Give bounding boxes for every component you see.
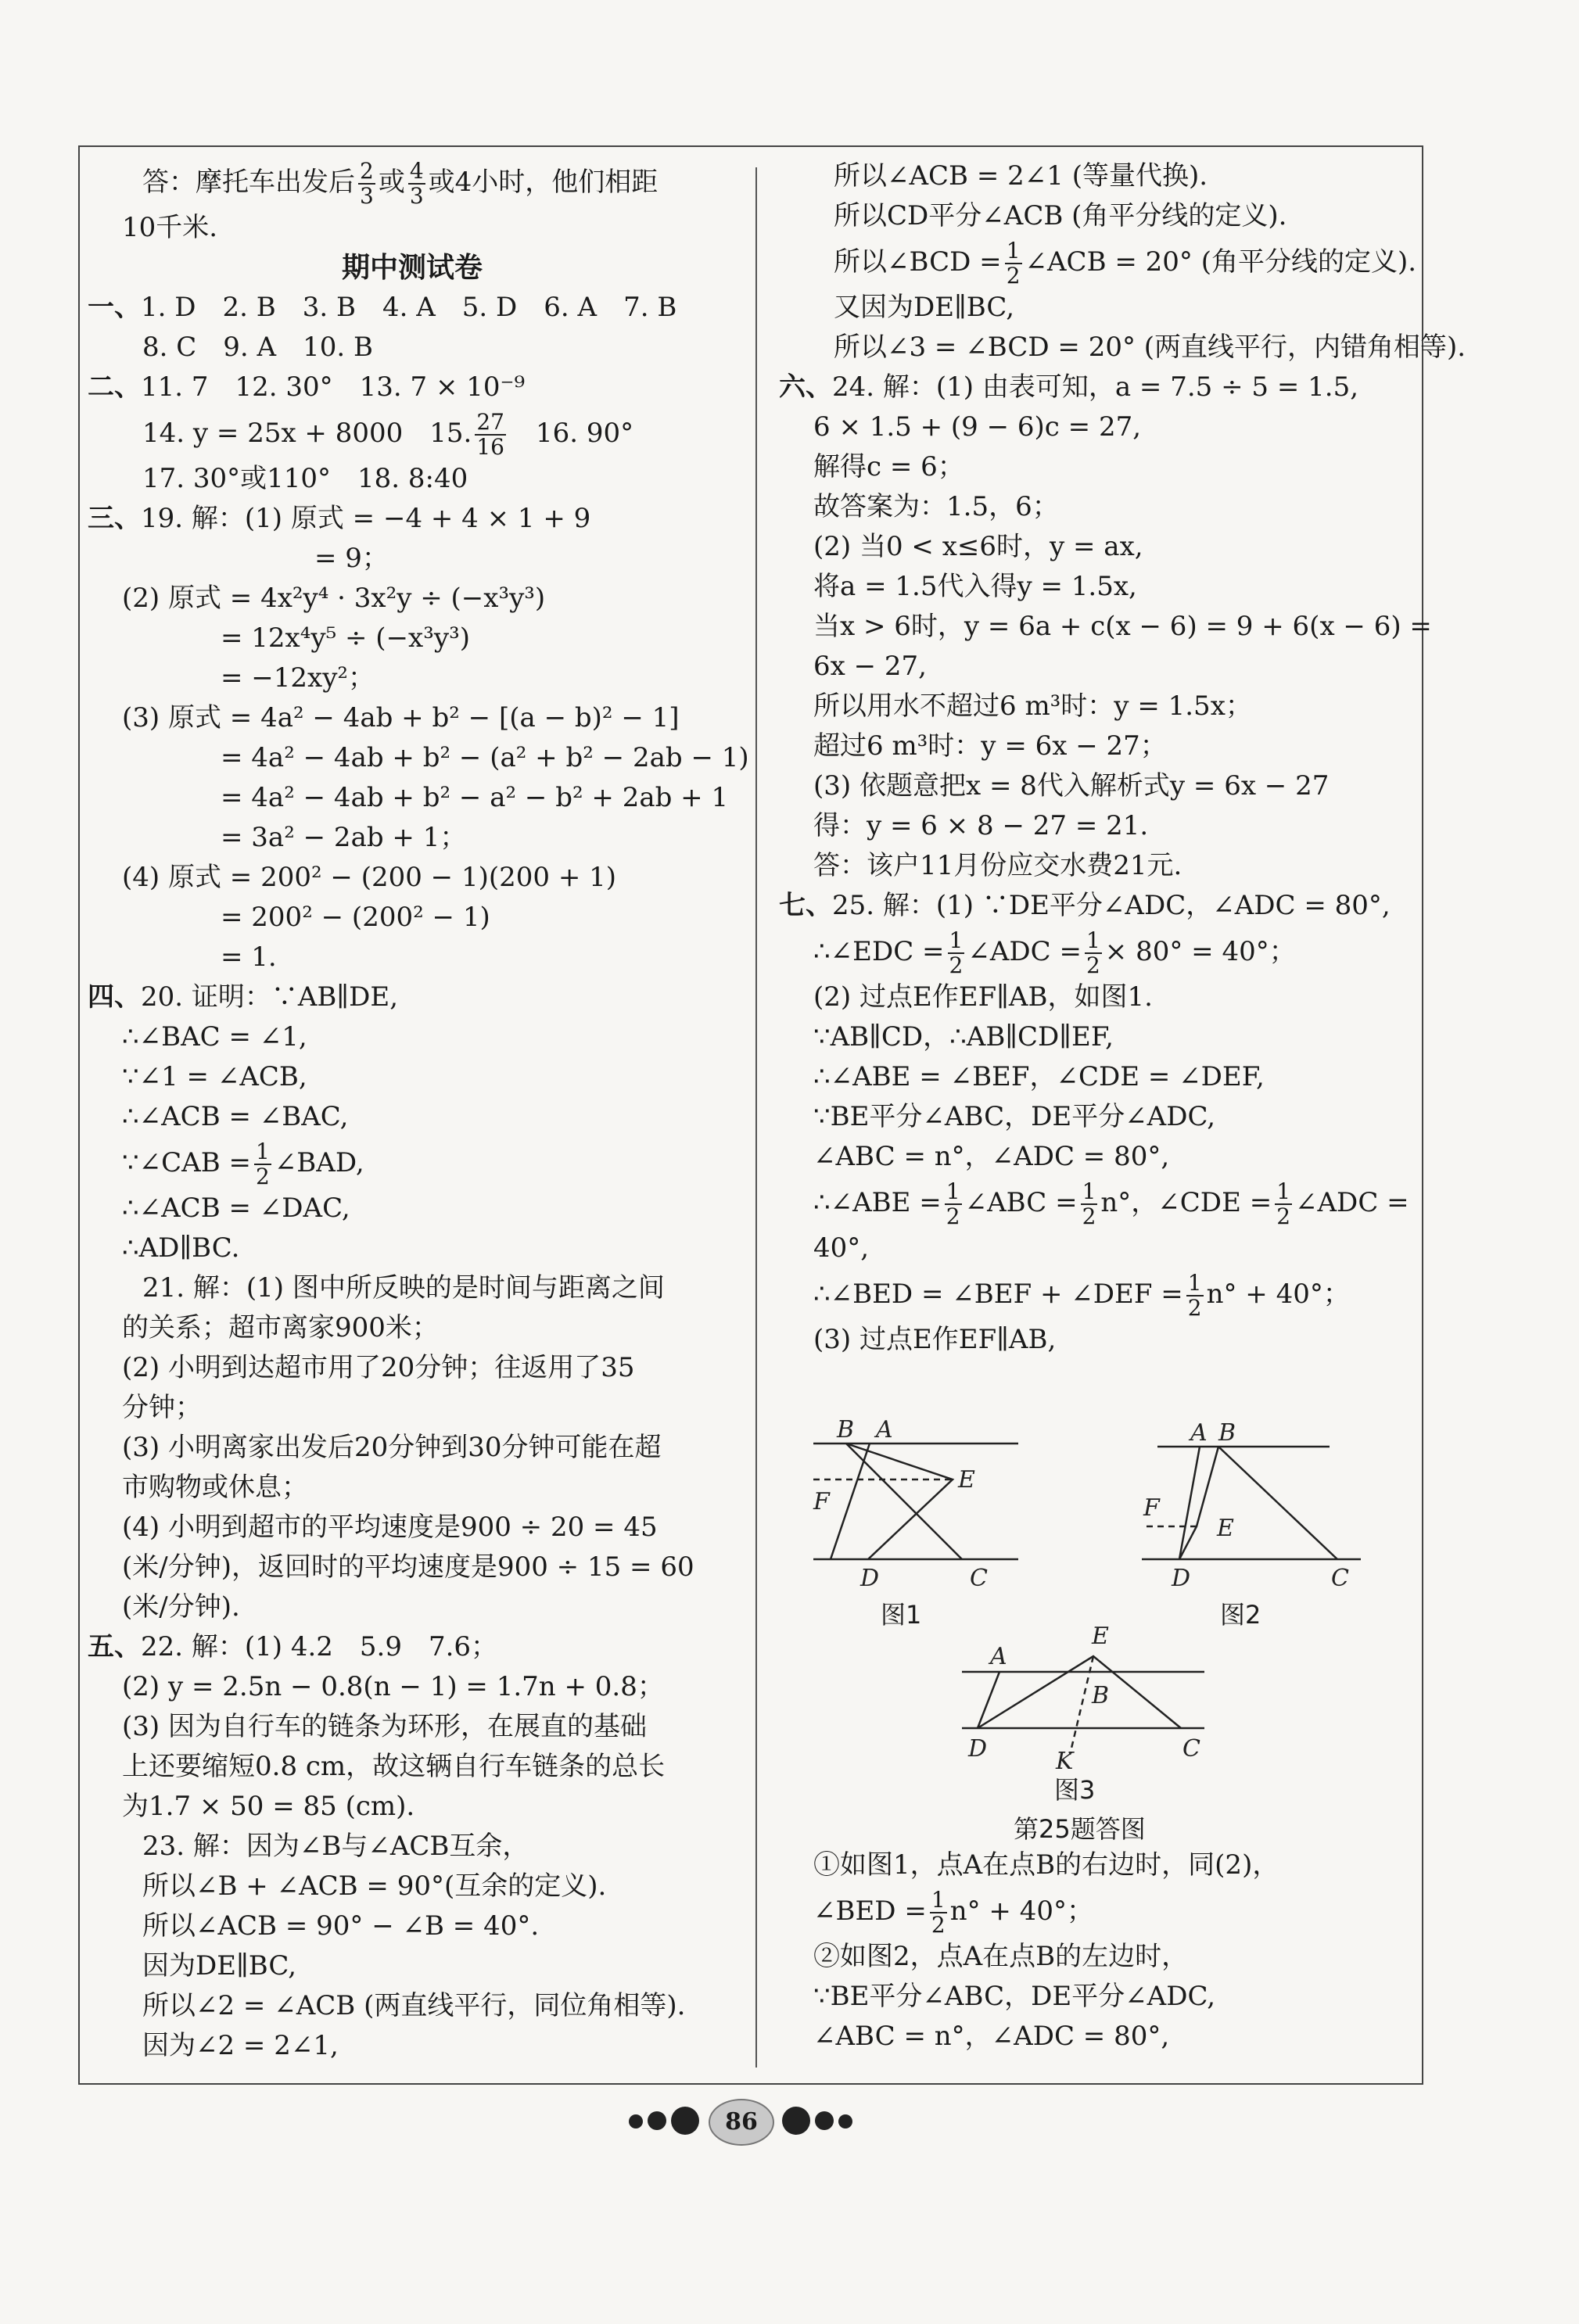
numerator: 1: [1006, 238, 1021, 264]
solution-line: 所以∠ACB = 90° − ∠B = 40°.: [142, 1910, 540, 1942]
proof-line: ∵∠1 = ∠ACB,: [122, 1061, 307, 1092]
text: ∴∠ABE =: [813, 1187, 942, 1218]
figure-2-caption: 图2: [1220, 1600, 1261, 1630]
solution-line: ②如图2，点A在点B的左边时，: [813, 1941, 1189, 1972]
label-k: K: [1056, 1748, 1074, 1772]
fill-answers: [88, 368, 737, 407]
fraction: [948, 929, 965, 977]
section-label: 六、: [779, 371, 832, 403]
solution-line: (米/分钟).: [122, 1591, 240, 1623]
label-e: E: [1217, 1515, 1234, 1542]
label-c: C: [1331, 1565, 1349, 1592]
proof-line: 所以∠3 = ∠BCD = 20° (两直线平行，内错角相等).: [834, 332, 1466, 363]
solution-line: 上还要缩短0.8 cm，故这辆自行车链条的总长: [122, 1751, 666, 1782]
solution-line: ∴∠ABE = ∠BEF，∠CDE = ∠DEF,: [813, 1061, 1265, 1092]
text: 22. 解：(1) 4.2 5.9 7.6；: [141, 1631, 498, 1662]
figure-3-caption: 图3: [1054, 1775, 1096, 1805]
column-divider: [755, 167, 757, 2068]
fraction: [1081, 1180, 1098, 1228]
solution-line: 23. 解：因为∠B与∠ACB互余，: [142, 1831, 529, 1862]
denominator: 3: [360, 183, 374, 209]
denominator: 2: [1086, 952, 1100, 978]
proof-line: 所以∠ACB = 2∠1 (等量代换).: [834, 160, 1208, 192]
text: ∵∠CAB =: [122, 1147, 251, 1178]
fraction: [945, 1180, 962, 1228]
figure-3: [946, 1616, 1228, 1772]
page-number: 86: [709, 2099, 774, 2146]
figure-2: [1126, 1412, 1376, 1600]
segment-bed: [1179, 1447, 1218, 1559]
text: 14. y = 25x + 8000 15.: [142, 418, 472, 449]
fraction: [254, 1140, 271, 1189]
figures-caption: 第25题答图: [1014, 1814, 1146, 1844]
fraction: [1005, 239, 1022, 288]
denominator: 2: [949, 952, 964, 978]
solution-line: 40°,: [813, 1232, 870, 1264]
fraction: [1275, 1180, 1292, 1228]
solution-line: = 4a² − 4ab + b² − a² − b² + 2ab + 1: [221, 782, 729, 813]
numerator: 2: [360, 158, 374, 184]
text: ∠ABC =: [964, 1187, 1078, 1218]
decor-dot: [629, 2114, 643, 2129]
solution-line: 因为∠2 = 2∠1,: [142, 2030, 339, 2061]
solution-line: ∵BE平分∠ABC，DE平分∠ADC,: [813, 1981, 1216, 2012]
solution-line: [779, 926, 1414, 977]
text: 答：摩托车出发后: [142, 167, 355, 198]
solution-line: (4) 小明到超市的平均速度是900 ÷ 20 = 45: [122, 1512, 658, 1543]
solution-line: 所以∠2 = ∠ACB (两直线平行，同位角相等).: [142, 1990, 686, 2021]
text: × 80° = 40°；: [1104, 936, 1296, 967]
solution-line: ∠ABC = n°，∠ADC = 80°,: [813, 1141, 1170, 1172]
text: 20. 证明：∵AB∥DE,: [141, 981, 399, 1013]
text: ∠BED =: [813, 1895, 927, 1927]
solution-line: (3) 原式 = 4a² − 4ab + b² − [(a − b)² − 1]: [122, 702, 680, 733]
solution-line: 所以用水不超过6 m³时：y = 1.5x；: [813, 690, 1252, 722]
solution-line: (2) 当0 < x≤6时，y = ax,: [813, 531, 1143, 562]
label-f: F: [1143, 1494, 1160, 1522]
choice-answers: 8. C 9. A 10. B: [142, 332, 373, 363]
text: n° + 40°；: [1206, 1279, 1350, 1310]
decor-dot: [671, 2107, 699, 2135]
text: 25. 解：(1) ∵DE平分∠ADC，∠ADC = 80°,: [832, 890, 1391, 921]
fraction: [1085, 929, 1102, 977]
solution-line: 解得c = 6；: [813, 451, 964, 482]
label-f: F: [813, 1488, 830, 1515]
denominator: 16: [476, 434, 504, 460]
section-label: 四、: [88, 981, 141, 1013]
label-b: B: [837, 1416, 855, 1444]
proof-line: ∴∠BAC = ∠1,: [122, 1021, 307, 1053]
solution-line: = 200² − (200² − 1): [221, 902, 490, 933]
numerator: 1: [1082, 1178, 1096, 1204]
text: 24. 解：(1) 由表可知，a = 7.5 ÷ 5 = 1.5,: [832, 371, 1359, 403]
text: 1. D 2. B 3. B 4. A 5. D 6. A 7. B: [141, 292, 677, 323]
solution-line: (3) 因为自行车的链条为环形，在展直的基础: [122, 1711, 647, 1742]
fraction: [930, 1888, 947, 1937]
solution-line: (2) 原式 = 4x²y⁴ · 3x²y ÷ (−x³y³): [122, 583, 546, 614]
label-d: D: [860, 1565, 880, 1592]
proof-line: [88, 977, 737, 1017]
solution-line: (2) 过点E作EF∥AB，如图1.: [813, 981, 1153, 1013]
solution-line: 的关系；超市离家900米；: [122, 1312, 439, 1343]
decor-dot: [782, 2107, 810, 2135]
label-a: A: [990, 1643, 1007, 1670]
text: 11. 7 12. 30° 13. 7 × 10⁻⁹: [141, 371, 526, 403]
numerator: 1: [1187, 1270, 1202, 1296]
section-label: 五、: [88, 1631, 141, 1662]
solution-line: [779, 1177, 1414, 1228]
solution-line: (米/分钟)，返回时的平均速度是900 ÷ 15 = 60: [122, 1551, 694, 1583]
solution-line: 答：该户11月份应交水费21元.: [813, 850, 1182, 881]
label-c: C: [1182, 1735, 1200, 1763]
solution-line: [88, 499, 737, 539]
solution-line: 所以∠B + ∠ACB = 90°(互余的定义).: [142, 1870, 607, 1902]
figure-1-caption: 图1: [881, 1600, 922, 1630]
section-label: 一、: [88, 292, 141, 323]
text: 或: [378, 167, 405, 198]
solution-line: [88, 1627, 737, 1667]
denominator: 2: [946, 1203, 960, 1229]
label-e: E: [1092, 1623, 1109, 1650]
solution-line: [779, 368, 1414, 407]
solution-line: 21. 解：(1) 图中所反映的是时间与距离之间: [142, 1272, 665, 1304]
solution-line: [779, 886, 1414, 926]
denominator: 2: [1082, 1203, 1096, 1229]
fill-answers: 17. 30°或110° 18. 8:40: [142, 463, 468, 494]
text: ∠ADC =: [967, 936, 1082, 967]
solution-line: (3) 过点E作EF∥AB,: [813, 1324, 1057, 1355]
proof-line: ∴AD∥BC.: [122, 1232, 240, 1264]
solution-line: (2) y = 2.5n − 0.8(n − 1) = 1.7n + 0.8；: [122, 1671, 664, 1702]
proof-line: ∴∠ACB = ∠DAC,: [122, 1192, 350, 1224]
numerator: 1: [931, 1887, 946, 1913]
text: 或4小时，他们相距: [428, 167, 659, 198]
label-b: B: [1092, 1682, 1110, 1709]
text: ∠ADC =: [1295, 1187, 1409, 1218]
text: 19. 解：(1) 原式 = −4 + 4 × 1 + 9: [141, 503, 591, 534]
fraction: [1186, 1271, 1204, 1320]
solution-line: (4) 原式 = 200² − (200 − 1)(200 + 1): [122, 862, 617, 893]
text: n° + 40°；: [949, 1895, 1093, 1927]
solution-line: 分钟；: [122, 1392, 202, 1423]
solution-line: = −12xy²；: [221, 662, 375, 694]
solution-line: (2) 小明到达超市用了20分钟；往返用了35: [122, 1352, 635, 1383]
label-d: D: [1172, 1565, 1191, 1592]
denominator: 2: [931, 1912, 946, 1938]
segment-bc: [1218, 1447, 1337, 1559]
numerator: 1: [946, 1178, 960, 1204]
choice-answers: [88, 288, 737, 328]
label-b: B: [1218, 1419, 1236, 1447]
solution-line: ∵BE平分∠ABC，DE平分∠ADC,: [813, 1101, 1216, 1132]
right-column-bottom: [779, 1845, 1414, 2057]
solution-line: ①如图1，点A在点B的右边时，同(2)，: [813, 1849, 1279, 1881]
label-e: E: [958, 1466, 975, 1494]
fraction: [475, 411, 506, 459]
solution-line: 故答案为：1.5，6；: [813, 491, 1059, 522]
figure-1: [806, 1412, 1040, 1600]
solution-line: = 12x⁴y⁵ ÷ (−x³y³): [221, 622, 470, 654]
fraction: [408, 160, 425, 208]
solution-line: 为1.7 × 50 = 85 (cm).: [122, 1791, 415, 1822]
solution-line: [779, 1268, 1414, 1320]
solution-line: 当x > 6时，y = 6a + c(x − 6) = 9 + 6(x − 6) =: [813, 611, 1432, 642]
denominator: 2: [1006, 263, 1021, 289]
proof-line: ∴∠ACB = ∠BAC,: [122, 1101, 349, 1132]
text: ∠BAD,: [274, 1147, 364, 1178]
proof-line: [779, 236, 1417, 289]
solution-line: (3) 小明离家出发后20分钟到30分钟可能在超: [122, 1432, 662, 1463]
numerator: 1: [255, 1139, 270, 1164]
decor-dot: [648, 2111, 666, 2130]
denominator: 2: [255, 1164, 270, 1189]
answer-line: [88, 156, 737, 208]
section-label: 二、: [88, 371, 141, 403]
solution-line: [779, 1885, 1414, 1937]
denominator: 2: [1187, 1295, 1202, 1321]
segment-ad: [1179, 1447, 1200, 1559]
segment-debc: [978, 1656, 1181, 1728]
segment-ad: [978, 1672, 999, 1728]
text: ∴∠EDC =: [813, 936, 945, 967]
segment-ad: [831, 1444, 870, 1559]
section-label: 三、: [88, 503, 141, 534]
label-d: D: [968, 1735, 988, 1763]
solution-line: 超过6 m³时：y = 6x − 27；: [813, 730, 1167, 762]
solution-line: = 9；: [314, 543, 389, 574]
fill-answers: [88, 407, 737, 459]
answer-line: 10千米.: [122, 212, 218, 243]
text: ∠ACB = 20° (角平分线的定义).: [1025, 246, 1417, 278]
solution-line: = 4a² − 4ab + b² − (a² + b² − 2ab − 1): [221, 742, 749, 773]
numerator: 1: [949, 927, 964, 953]
segment-bed: [846, 1444, 953, 1559]
solution-line: 得：y = 6 × 8 − 27 = 21.: [813, 810, 1149, 841]
proof-line: 又因为DE∥BC,: [834, 292, 1015, 323]
denominator: 2: [1276, 1203, 1291, 1229]
label-a: A: [876, 1416, 893, 1444]
section-title: 期中测试卷: [341, 252, 483, 284]
decor-dot: [838, 2114, 852, 2129]
solution-line: 6 × 1.5 + (9 − 6)c = 27,: [813, 411, 1142, 443]
solution-line: 市购物或休息；: [122, 1472, 308, 1503]
label-a: A: [1190, 1419, 1208, 1447]
solution-line: 将a = 1.5代入得y = 1.5x,: [813, 571, 1137, 602]
numerator: 1: [1086, 927, 1100, 953]
solution-line: ∠ABC = n°，∠ADC = 80°,: [813, 2021, 1170, 2052]
numerator: 27: [476, 409, 504, 435]
numerator: 4: [409, 158, 424, 184]
solution-line: 6x − 27,: [813, 651, 927, 682]
solution-line: ∵AB∥CD，∴AB∥CD∥EF,: [813, 1021, 1114, 1053]
section-label: 七、: [779, 890, 832, 921]
left-column: [88, 156, 749, 2066]
solution-line: = 3a² − 2ab + 1；: [221, 822, 467, 853]
solution-line: 因为DE∥BC,: [142, 1950, 297, 1981]
numerator: 1: [1276, 1178, 1291, 1204]
label-c: C: [970, 1565, 988, 1592]
proof-line: [88, 1137, 737, 1189]
text: 16. 90°: [535, 418, 634, 449]
decor-dot: [815, 2111, 834, 2130]
solution-line: (3) 依题意把x = 8代入解析式y = 6x − 27: [813, 770, 1330, 802]
solution-line: = 1.: [221, 941, 277, 973]
denominator: 3: [409, 183, 424, 209]
proof-line: 所以CD平分∠ACB (角平分线的定义).: [834, 200, 1287, 231]
text: 所以∠BCD =: [834, 246, 1002, 278]
text: n°，∠CDE =: [1100, 1187, 1272, 1218]
text: ∴∠BED = ∠BEF + ∠DEF =: [813, 1279, 1183, 1310]
fraction: [358, 160, 375, 208]
right-column: [779, 156, 1466, 1360]
